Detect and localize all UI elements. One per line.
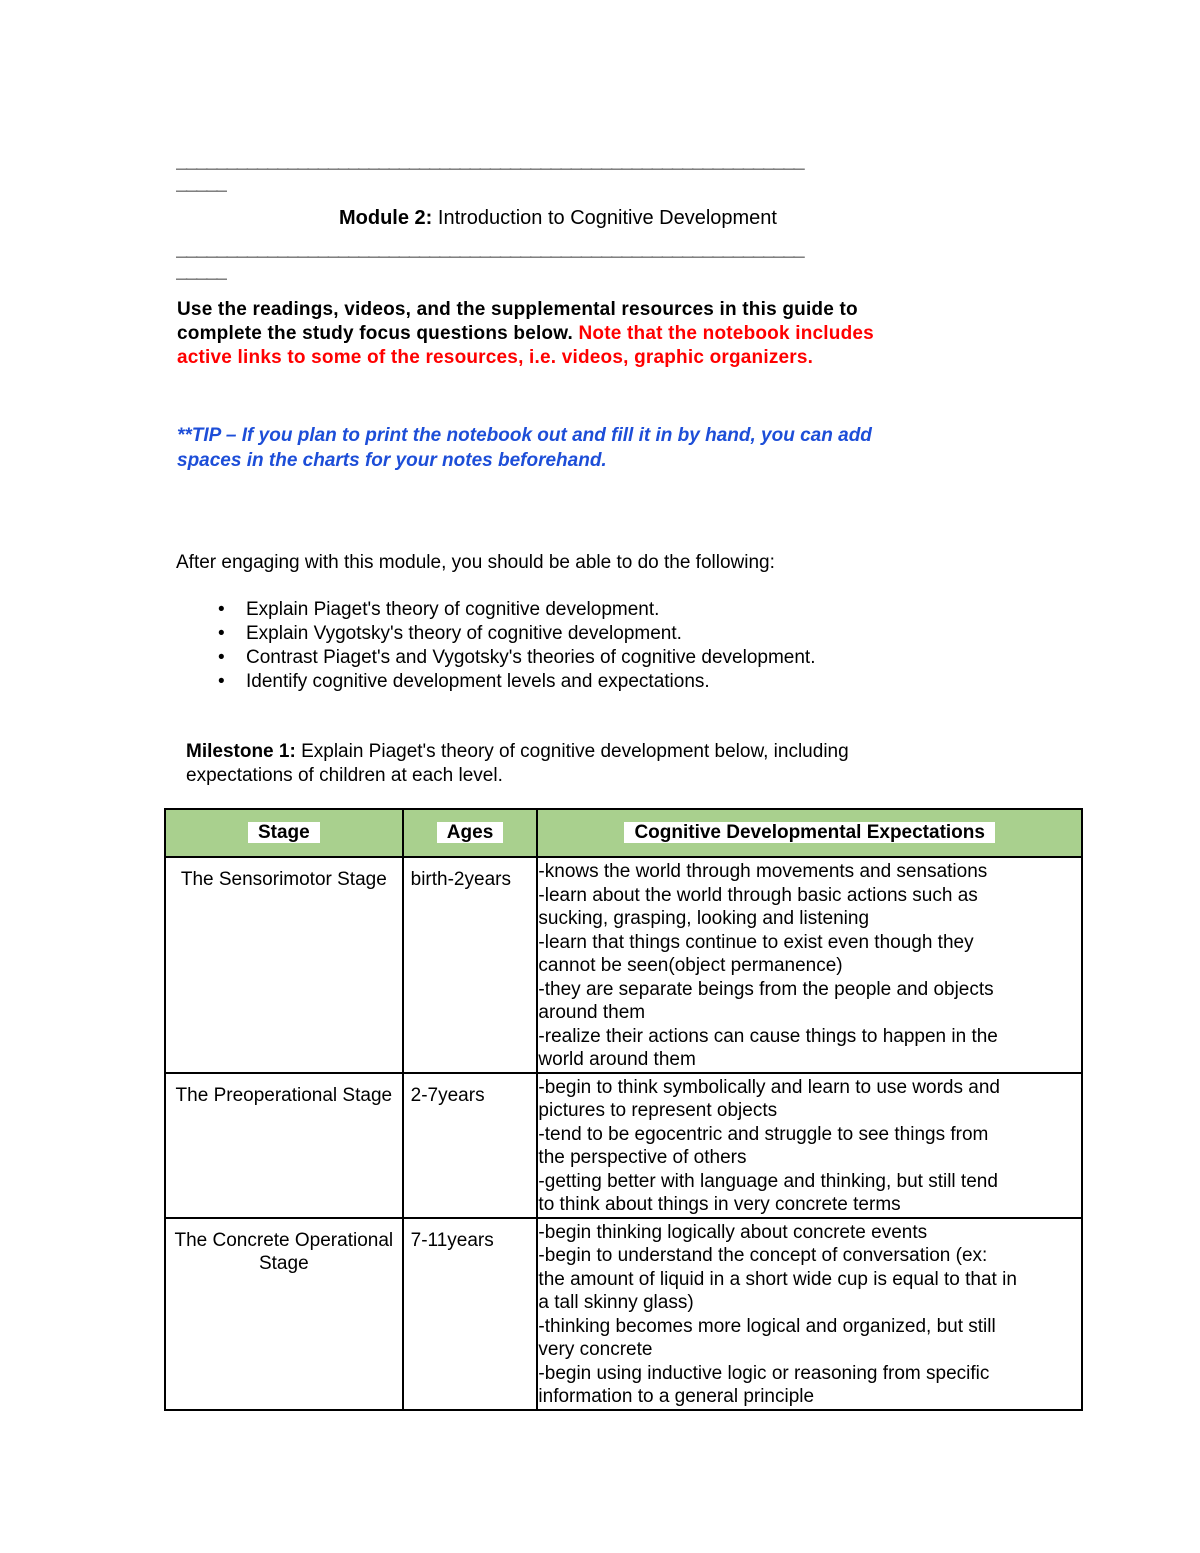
ages-cell: birth-2years bbox=[403, 857, 538, 1073]
expectation-line: the amount of liquid in a short wide cup is equal to that in bbox=[538, 1268, 1017, 1290]
table-row bbox=[165, 1218, 1082, 1410]
header-stage-label: Stage bbox=[248, 822, 320, 843]
expectations-cell bbox=[537, 857, 1082, 1073]
expectation-line: sucking, grasping, looking and listening bbox=[538, 908, 870, 929]
ages-cell: 2-7years bbox=[403, 1073, 538, 1218]
milestone-line-2: expectations of children at each level. bbox=[186, 765, 503, 786]
header-ages-label: Ages bbox=[437, 822, 503, 843]
module-title bbox=[339, 207, 777, 230]
header-stage bbox=[165, 809, 403, 857]
instructions-line-2 bbox=[177, 322, 1077, 346]
expectations-cell bbox=[537, 1218, 1082, 1410]
expectation-line: -realize their actions can cause things to happen in the bbox=[538, 1025, 998, 1047]
tip-line-1: **TIP – If you plan to print the notebook out and fill it in by hand, you can add bbox=[177, 425, 872, 446]
expectation-line: the perspective of others bbox=[538, 1147, 747, 1168]
tip-line-2: spaces in the charts for your notes beforehand. bbox=[177, 450, 607, 471]
objective-item: • Explain Vygotsky's theory of cognitive development. bbox=[176, 622, 1076, 646]
table-row bbox=[165, 1073, 1082, 1218]
objective-item: • Explain Piaget's theory of cognitive development. bbox=[176, 598, 1076, 622]
expectation-line: -thinking becomes more logical and organized, but still bbox=[538, 1315, 996, 1337]
expectation-line: -they are separate beings from the people and objects bbox=[538, 978, 994, 1000]
divider-bottom: ______________________________________________________________ bbox=[176, 238, 804, 260]
header-expectations bbox=[537, 809, 1082, 857]
table-row bbox=[165, 857, 1082, 1073]
divider-top: ______________________________________________________________ bbox=[176, 150, 804, 172]
expectation-line: world around them bbox=[538, 1049, 696, 1070]
expectation-line: -begin to think symbolically and learn to use words and bbox=[538, 1076, 1000, 1098]
milestone-line-1 bbox=[186, 740, 1086, 764]
ages-cell: 7-11years bbox=[403, 1218, 538, 1410]
divider-top-tail: _____ bbox=[176, 172, 227, 194]
expectation-line: around them bbox=[538, 1002, 646, 1023]
objectives-intro: After engaging with this module, you should be able to do the following: bbox=[176, 552, 775, 573]
expectation-line: to think about things in very concrete terms bbox=[538, 1194, 901, 1215]
stage-cell: The Sensorimotor Stage bbox=[165, 857, 403, 1073]
expectation-line: -begin using inductive logic or reasoning from specific bbox=[538, 1362, 990, 1384]
expectation-line: -begin thinking logically about concrete events bbox=[538, 1221, 928, 1243]
expectation-line: very concrete bbox=[538, 1339, 653, 1360]
module-label: Module 2: bbox=[339, 207, 433, 229]
objective-item: • Identify cognitive development levels and expectations. bbox=[176, 670, 1076, 694]
header-ages bbox=[403, 809, 538, 857]
tip-note bbox=[177, 423, 1077, 473]
instructions-line-1: Use the readings, videos, and the supplemental resources in this guide to bbox=[177, 299, 858, 320]
expectation-line: -getting better with language and thinking, but still tend bbox=[538, 1170, 998, 1192]
expectation-line: -begin to understand the concept of conversation (ex: bbox=[538, 1245, 988, 1266]
stage-cell: The Concrete Operational Stage bbox=[165, 1218, 403, 1410]
expectations-cell bbox=[537, 1073, 1082, 1218]
piaget-stages-table bbox=[164, 808, 1083, 1411]
objective-item: • Contrast Piaget's and Vygotsky's theories of cognitive development. bbox=[176, 646, 1076, 670]
instructions-line-2-text: complete the study focus questions below. bbox=[177, 323, 579, 344]
module-name: Introduction to Cognitive Development bbox=[432, 207, 777, 229]
expectation-line: information to a general principle bbox=[538, 1386, 815, 1407]
expectation-line: cannot be seen(object permanence) bbox=[538, 955, 843, 976]
instructions-line-3: active links to some of the resources, i.e. videos, graphic organizers. bbox=[177, 347, 814, 368]
notebook-links-note: Note that the notebook includes bbox=[578, 323, 874, 344]
milestone-text: Explain Piaget's theory of cognitive development below, including bbox=[295, 741, 849, 762]
expectation-line: -learn about the world through basic actions such as bbox=[538, 884, 978, 906]
divider-bottom-tail: _____ bbox=[176, 260, 227, 282]
expectation-line: a tall skinny glass) bbox=[538, 1292, 694, 1313]
milestone-label: Milestone 1: bbox=[186, 741, 296, 762]
milestone-prompt bbox=[186, 740, 1086, 788]
expectation-line: -tend to be egocentric and struggle to see things from bbox=[538, 1123, 989, 1145]
objectives-list bbox=[176, 598, 1076, 694]
header-expectations-label: Cognitive Developmental Expectations bbox=[624, 822, 995, 843]
expectation-line: pictures to represent objects bbox=[538, 1100, 778, 1121]
stage-cell: The Preoperational Stage bbox=[165, 1073, 403, 1218]
table-header-row bbox=[165, 809, 1082, 857]
instructions bbox=[177, 298, 1077, 370]
expectation-line: -learn that things continue to exist even though they bbox=[538, 931, 974, 953]
expectation-line: -knows the world through movements and sensations bbox=[538, 861, 988, 882]
